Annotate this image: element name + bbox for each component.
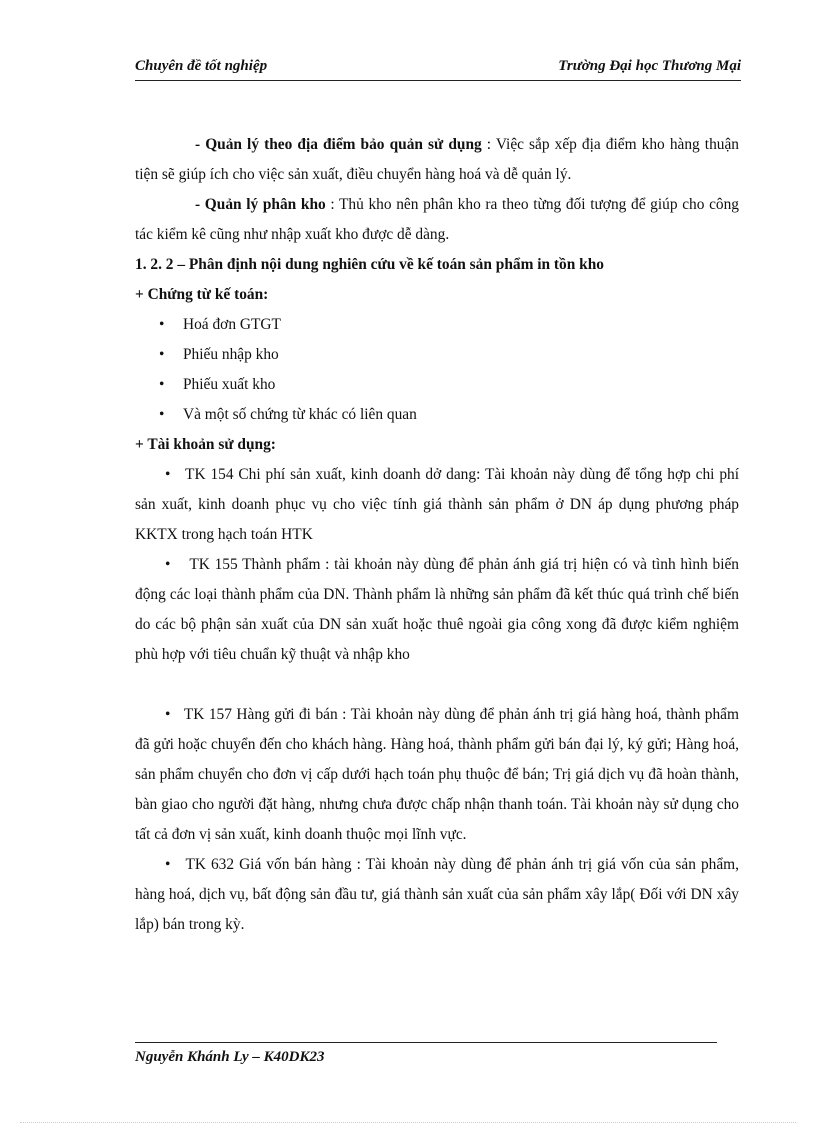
list-item-text: Phiếu xuất kho bbox=[183, 376, 276, 393]
accounts-heading: + Tài khoản sử dụng: bbox=[135, 436, 276, 453]
vouchers-heading: + Chứng từ kế toán: bbox=[135, 286, 269, 303]
paragraph-warehouse-division bbox=[135, 190, 739, 250]
paragraph-text: : Việc sắp xếp địa điểm kho hàng thuận tiện sẽ giúp ích cho việc sản xuất, điều chuyển hàng hoá và dễ quản lý. bbox=[135, 136, 739, 183]
paragraph-bold-lead: - Quản lý theo địa điểm bảo quản sử dụng bbox=[195, 136, 482, 153]
blank-line bbox=[135, 670, 739, 700]
account-text: TK 154 Chi phí sản xuất, kinh doanh dở dang: Tài khoản này dùng để tổng hợp chi phí sản xuất, kinh doanh phục vụ cho việc tính giá thành sản phẩm ở DN áp dụng phương pháp KKTX trong hạch toán HTK bbox=[135, 466, 740, 543]
list-item bbox=[135, 400, 739, 430]
bullet-icon: • bbox=[165, 556, 171, 573]
account-tk154 bbox=[135, 460, 739, 550]
page-header bbox=[135, 58, 741, 81]
bullet-icon: • bbox=[159, 346, 165, 363]
account-tk155 bbox=[135, 550, 739, 670]
document-body bbox=[135, 130, 739, 940]
list-item bbox=[135, 340, 739, 370]
account-text: TK 157 Hàng gửi đi bán : Tài khoản này dùng để phản ánh trị giá hàng hoá, thành phẩm đã gửi hoặc chuyển đến cho khách hàng. Hàng hoá, thành phẩm gửi bán đại lý, ký gửi; Hàng hoá, sản phẩm chuyển cho đơn vị cấp dưới hạch toán phụ thuộc để bán; Trị giá dịch vụ đã hoàn thành, bàn giao cho người đặt hàng, nhưng chưa được chấp nhận thanh toán. Tài khoản này sử dụng cho tất cả đơn vị sản xuất, kinh doanh thuộc mọi lĩnh vực. bbox=[135, 706, 739, 843]
footer-author: Nguyễn Khánh Ly – K40DK23 bbox=[135, 1049, 325, 1065]
account-text: TK 632 Giá vốn bán hàng : Tài khoản này dùng để phản ánh trị giá vốn của sản phẩm, hàng hoá, dịch vụ, bất động sản đầu tư, giá thành sản xuất của sản phẩm xây lắp( Đối với DN xây lắp) bán trong kỳ. bbox=[135, 856, 740, 933]
section-heading: 1. 2. 2 – Phân định nội dung nghiên cứu về kế toán sản phẩm in tồn kho bbox=[135, 256, 604, 273]
list-item bbox=[135, 370, 739, 400]
account-text: TK 155 Thành phẩm : tài khoản này dùng để phản ánh giá trị hiện có và tình hình biến động các loại thành phẩm của DN. Thành phẩm là những sản phẩm đã kết thúc quá trình chế biến do các bộ phận sản xuất của DN sản xuất hoặc thuê ngoài gia công xong đã được kiểm nghiệm phù hợp với tiêu chuẩn kỹ thuật và nhập kho bbox=[135, 556, 740, 663]
bullet-icon: • bbox=[159, 376, 165, 393]
bullet-icon: • bbox=[165, 856, 171, 873]
paragraph-bold-lead: - Quản lý phân kho bbox=[195, 196, 326, 213]
page-footer bbox=[135, 1042, 717, 1066]
account-tk632 bbox=[135, 850, 739, 940]
account-tk157 bbox=[135, 700, 739, 850]
list-item-text: Và một số chứng từ khác có liên quan bbox=[183, 406, 417, 423]
list-item-text: Phiếu nhập kho bbox=[183, 346, 279, 363]
header-title-left: Chuyên đề tốt nghiệp bbox=[135, 58, 268, 74]
bullet-icon: • bbox=[159, 406, 165, 423]
paragraph-text: : Thủ kho nên phân kho ra theo từng đối tượng để giúp cho công tác kiểm kê cũng như nhập xuất kho được dễ dàng. bbox=[135, 196, 739, 243]
list-item-text: Hoá đơn GTGT bbox=[183, 316, 281, 333]
header-title-right: Trường Đại học Thương Mại bbox=[558, 58, 741, 74]
paragraph-storage-location bbox=[135, 130, 739, 190]
bullet-icon: • bbox=[159, 316, 165, 333]
bullet-icon: • bbox=[165, 706, 171, 723]
bullet-icon: • bbox=[165, 466, 171, 483]
list-item bbox=[135, 310, 739, 340]
